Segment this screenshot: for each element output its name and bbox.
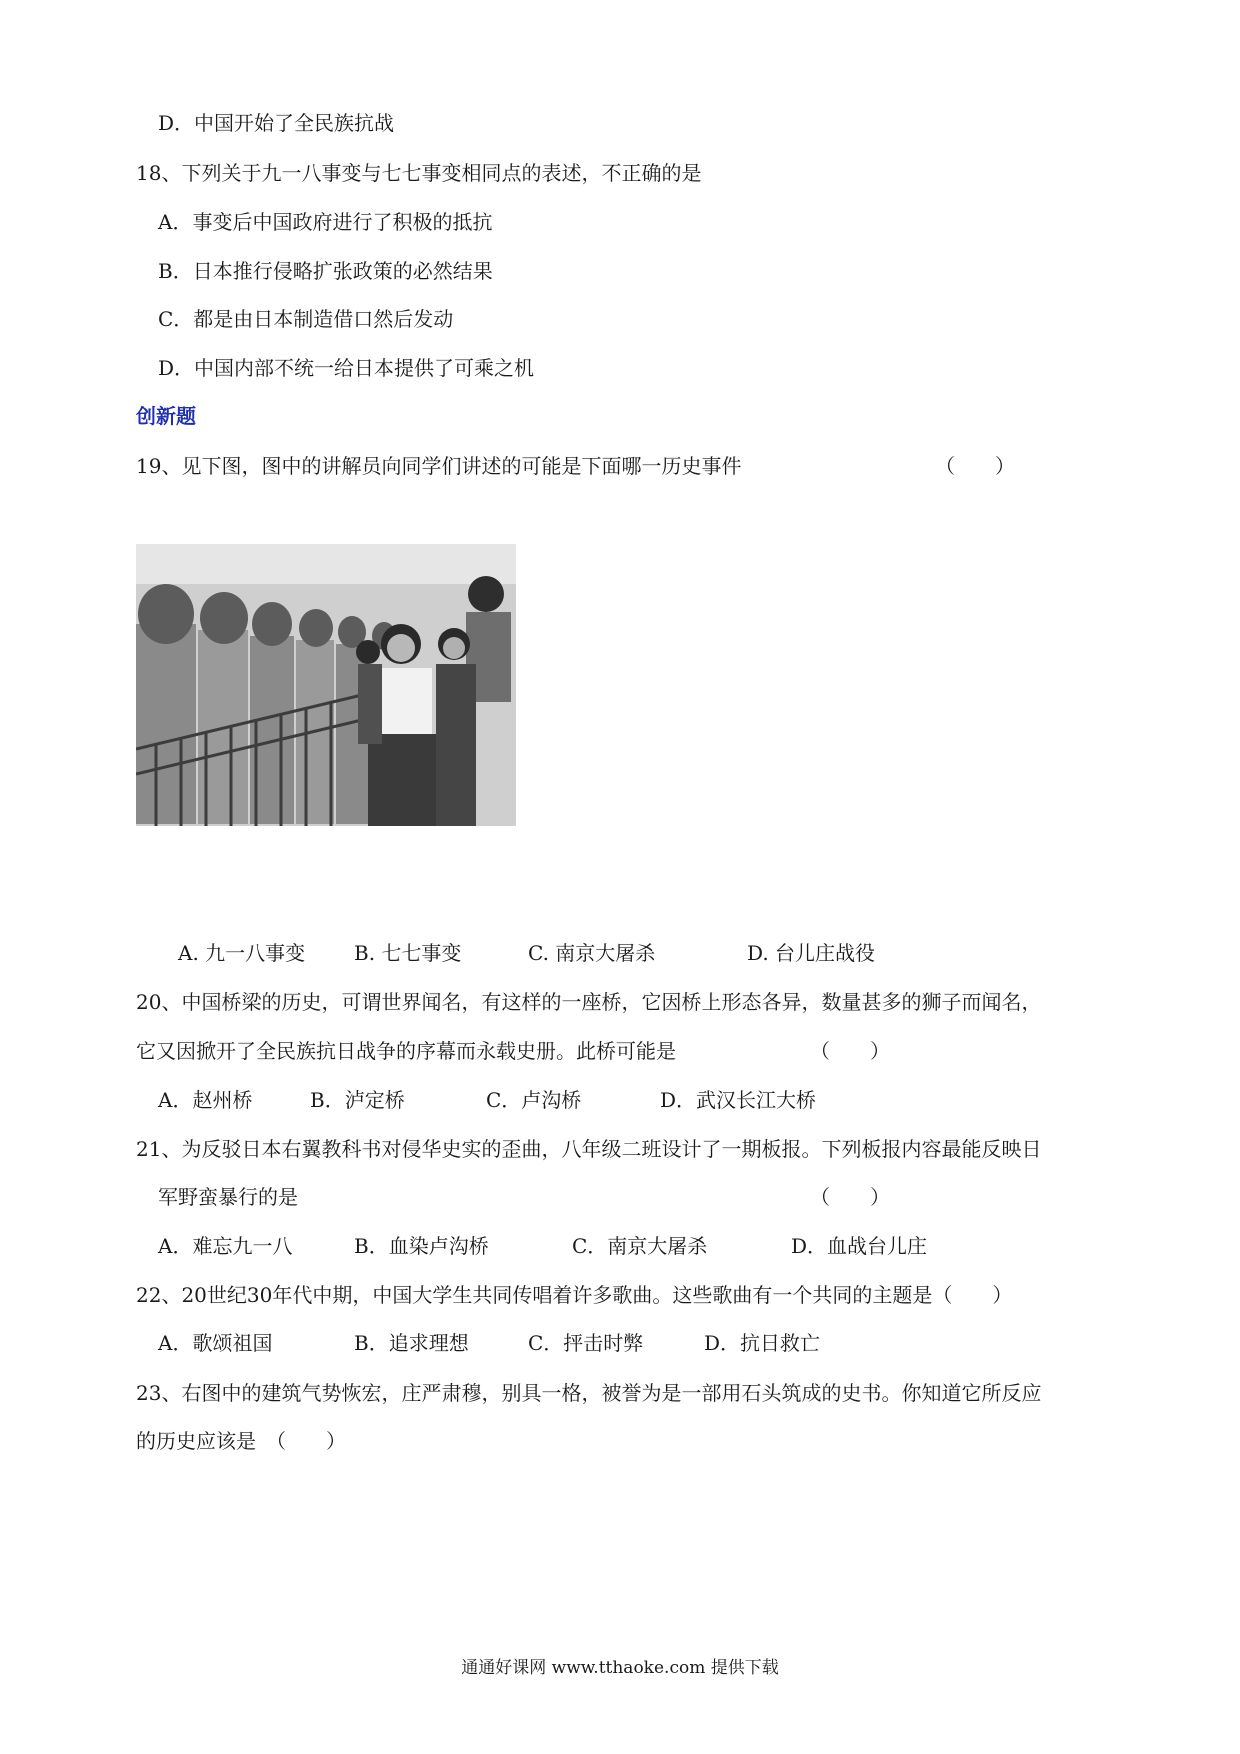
q17-option-d: D．中国开始了全民族抗战	[158, 111, 395, 135]
q20-option-b: B．泸定桥	[310, 1088, 405, 1112]
q21-option-b: B．血染卢沟桥	[354, 1234, 489, 1258]
q22-option-d: D．抗日救亡	[704, 1331, 821, 1355]
q21-option-d: D．血战台儿庄	[791, 1234, 928, 1258]
q19-answer-blank: （ ）	[935, 454, 1015, 478]
q18-option-d: D．中国内部不统一给日本提供了可乘之机	[158, 356, 535, 380]
q18-stem: 18、下列关于九一八事变与七七事变相同点的表述，不正确的是	[136, 161, 702, 185]
q20-option-d: D．武汉长江大桥	[660, 1088, 817, 1112]
q18-option-a: A．事变后中国政府进行了积极的抵抗	[158, 210, 493, 234]
section-title: 创新题	[136, 404, 196, 428]
q19-option-b: B. 七七事变	[354, 941, 462, 965]
page-footer: 通通好课网 www.tthaoke.com 提供下载	[461, 1658, 779, 1678]
q20-answer-blank: （ ）	[810, 1039, 890, 1063]
q22-option-c: C．抨击时弊	[528, 1331, 644, 1355]
q21-stem-line1: 21、为反驳日本右翼教科书对侵华史实的歪曲，八年级二班设计了一期板报。下列板报内容最能反映日	[136, 1137, 1042, 1161]
q22-option-a: A．歌颂祖国	[158, 1331, 273, 1355]
q20-stem-line1: 20、中国桥梁的历史，可谓世界闻名，有这样的一座桥，它因桥上形态各异，数量甚多的狮子而闻名，	[136, 990, 1042, 1014]
q20-option-c: C．卢沟桥	[486, 1088, 582, 1112]
q22-option-b: B．追求理想	[354, 1331, 469, 1355]
q20-option-a: A．赵州桥	[158, 1088, 253, 1112]
q18-option-b: B．日本推行侵略扩张政策的必然结果	[158, 259, 493, 283]
q23-stem-line1: 23、右图中的建筑气势恢宏，庄严肃穆，别具一格，被誉为是一部用石头筑成的史书。你知道它所反应	[136, 1381, 1042, 1405]
q21-stem-line2: 军野蛮暴行的是	[158, 1185, 298, 1209]
q21-answer-blank: （ ）	[810, 1185, 890, 1209]
q21-option-c: C．南京大屠杀	[572, 1234, 708, 1258]
bridge-guide-photo	[136, 544, 516, 826]
q21-option-a: A．难忘九一八	[158, 1234, 293, 1258]
q19-option-a: A. 九一八事变	[178, 941, 306, 965]
q22-stem: 22、20世纪30年代中期，中国大学生共同传唱着许多歌曲。这些歌曲有一个共同的主题是（ ）	[136, 1283, 1013, 1307]
q23-stem-line2: 的历史应该是 （ ）	[136, 1429, 346, 1453]
q20-stem-line2: 它又因掀开了全民族抗日战争的序幕而永载史册。此桥可能是	[136, 1039, 676, 1063]
q19-option-d: D. 台儿庄战役	[747, 941, 876, 965]
q19-stem: 19、见下图，图中的讲解员向同学们讲述的可能是下面哪一历史事件	[136, 454, 742, 478]
q18-option-c: C．都是由日本制造借口然后发动	[158, 307, 454, 331]
q19-option-c: C. 南京大屠杀	[528, 941, 656, 965]
